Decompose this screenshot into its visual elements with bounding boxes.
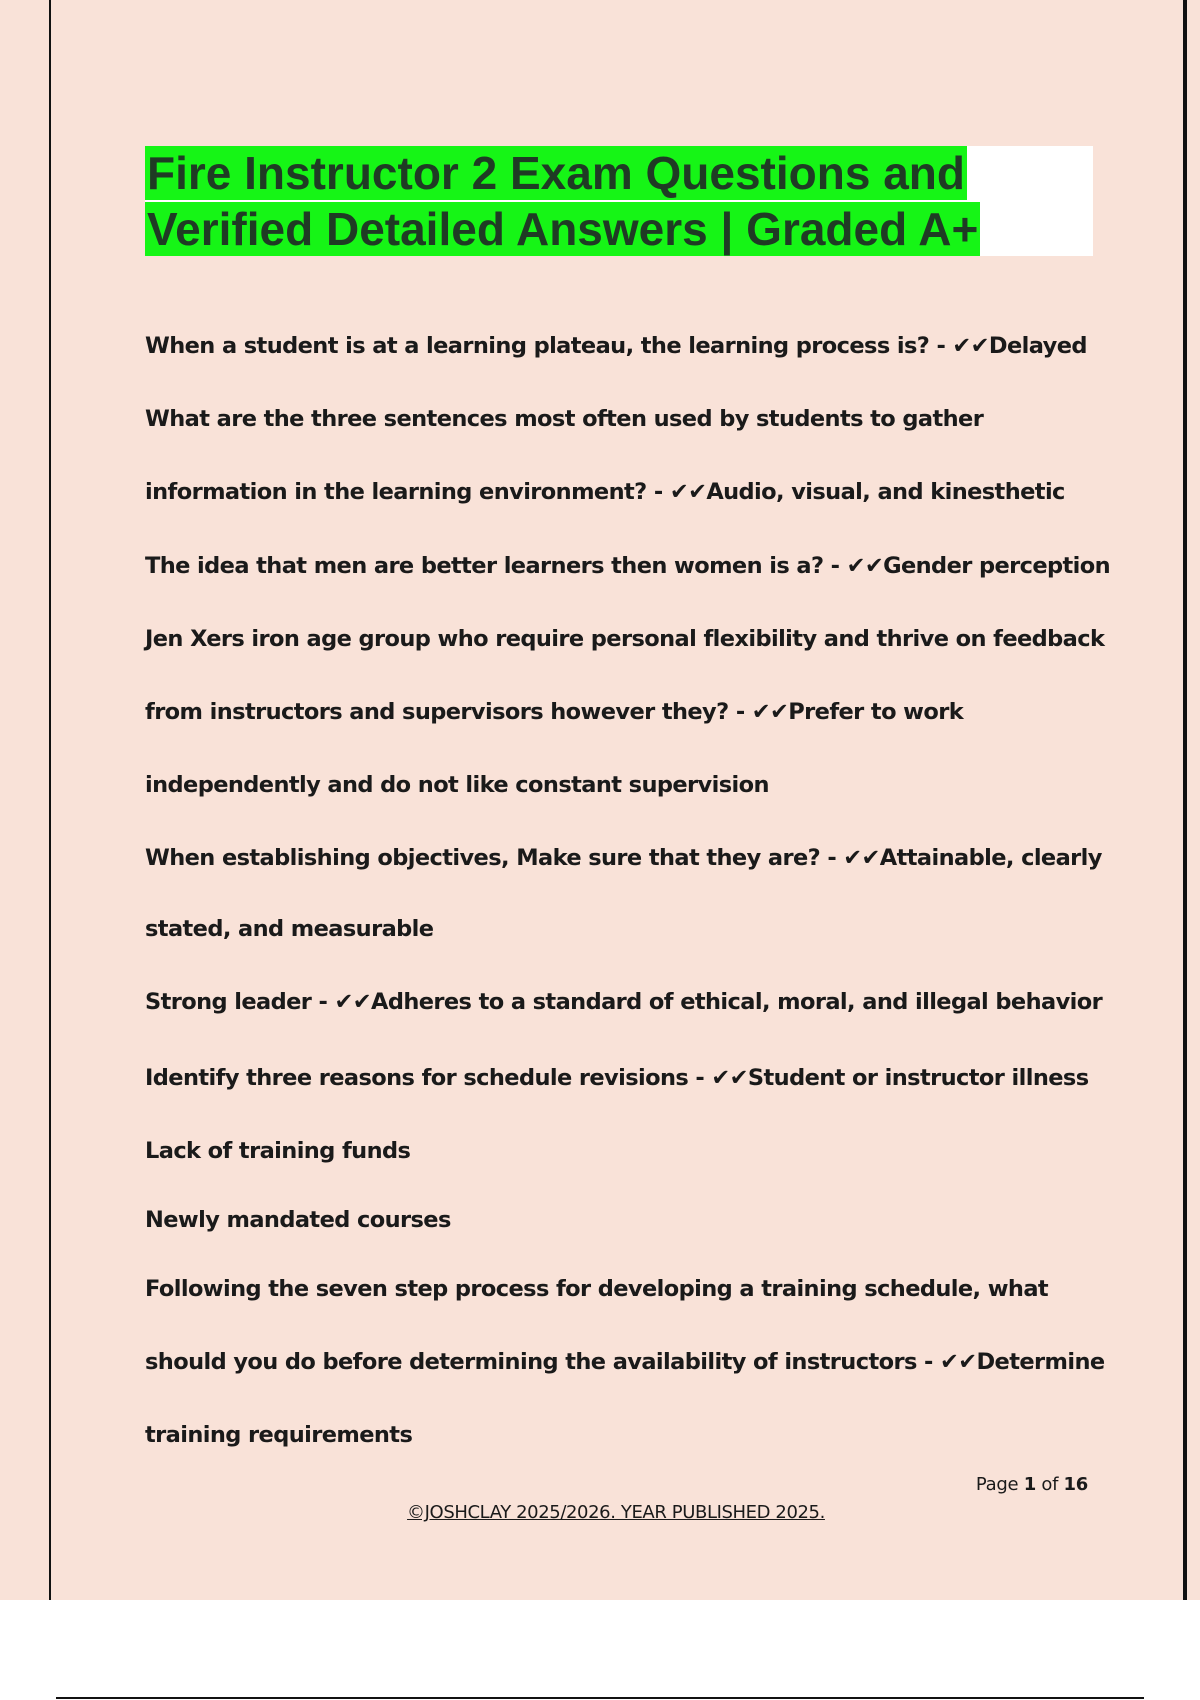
page-left-border (49, 0, 51, 1600)
text-line-13: Newly mandated courses (145, 1207, 451, 1233)
text-line-1: When a student is at a learning plateau, the learning process is? - ✔✔Delayed (145, 333, 1087, 359)
title-line-1: Fire Instructor 2 Exam Questions and (147, 147, 965, 199)
text-line-6: from instructors and supervisors however they? - ✔✔Prefer to work (145, 699, 964, 725)
copyright-footer: ©JOSHCLAY 2025/2026. YEAR PUBLISHED 2025. (407, 1502, 825, 1523)
page-total: 16 (1063, 1474, 1088, 1495)
text-line-12: Lack of training funds (145, 1138, 411, 1164)
text-line-11: Identify three reasons for schedule revisions - ✔✔Student or instructor illness (145, 1065, 1089, 1091)
text-line-16: training requirements (145, 1422, 413, 1448)
text-line-15: should you do before determining the availability of instructors - ✔✔Determine (145, 1349, 1105, 1375)
text-line-5: Jen Xers iron age group who require personal flexibility and thrive on feedback (145, 626, 1105, 652)
page-current: 1 (1023, 1474, 1036, 1495)
page-label: Page (975, 1474, 1019, 1495)
page-of: of (1041, 1474, 1059, 1495)
text-line-14: Following the seven step process for developing a training schedule, what (145, 1276, 1049, 1302)
title-line-2: Verified Detailed Answers | Graded A+ (147, 203, 979, 255)
page-right-border (1183, 0, 1187, 1600)
text-line-7: independently and do not like constant supervision (145, 772, 769, 798)
document-title (145, 146, 1093, 256)
next-page-top-rule (56, 1697, 1144, 1699)
text-line-8: When establishing objectives, Make sure that they are? - ✔✔Attainable, clearly (145, 845, 1102, 871)
text-line-3: information in the learning environment? - ✔✔Audio, visual, and kinesthetic (145, 479, 1065, 505)
text-line-10: Strong leader - ✔✔Adheres to a standard of ethical, moral, and illegal behavior (145, 989, 1103, 1015)
text-line-4: The idea that men are better learners then women is a? - ✔✔Gender perception (145, 553, 1111, 579)
text-line-9: stated, and measurable (145, 916, 434, 942)
page-number (950, 1474, 1088, 1495)
text-line-2: What are the three sentences most often used by students to gather (145, 406, 984, 432)
